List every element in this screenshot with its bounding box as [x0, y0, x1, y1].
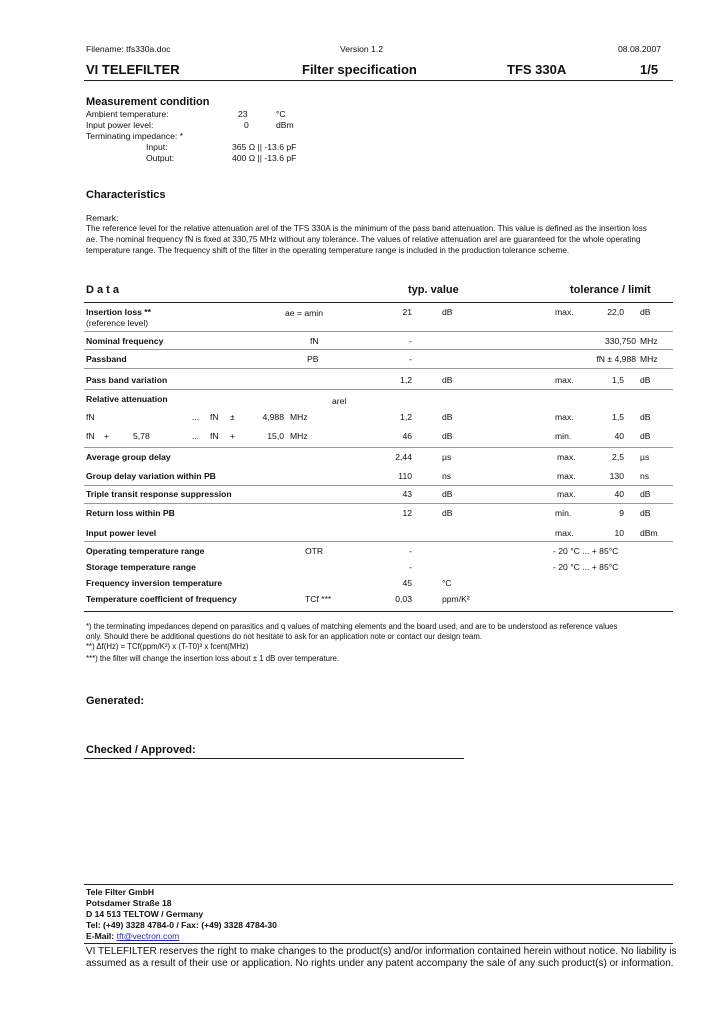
footer-email-row [86, 931, 179, 941]
header-rule [84, 80, 673, 81]
footer-rule-2 [84, 943, 673, 944]
doc-title: Filter specification [302, 62, 417, 77]
row-typ-pass-band-variation: 1,2 [400, 375, 412, 385]
row6-pm: + [230, 431, 236, 441]
row5-limunit: dB [640, 412, 651, 422]
measurement-title: Measurement condition [86, 96, 210, 108]
table-bottom-rule [84, 611, 673, 612]
row5-limval: 1,5 [612, 412, 624, 422]
remark-line-1: The reference level for the relative attenuation arel of the TFS 330A is the minimum of the pass band attenuation. This value is defined as the insertion loss [86, 224, 647, 233]
row-typ-storage-temperature: - [409, 562, 412, 572]
row-limval-pass-band-variation: 1,5 [612, 375, 624, 385]
row-limkind-average-group-delay: max. [557, 452, 576, 462]
footer-company: Tele Filter GmbH [86, 887, 155, 897]
row-typ-unit-insertion-loss: dB [442, 307, 453, 317]
row-label-triple-transit: Triple transit response suppression [86, 489, 232, 499]
row-rule [84, 485, 673, 486]
row6-typ: 46 [402, 431, 412, 441]
row6-plus: + [104, 431, 110, 441]
row-typ-unit-group-delay-variation: ns [442, 471, 452, 481]
row-sym-insertion-loss: ae = amin [285, 308, 323, 318]
row-limval-group-delay-variation: 130 [609, 471, 624, 481]
row-limunit-nominal-frequency: MHz [640, 336, 658, 346]
version: Version 1.2 [340, 44, 383, 54]
row5-pm: ± [230, 412, 235, 422]
row-limunit-average-group-delay: µs [640, 452, 650, 462]
row-sym-temperature-coefficient: TCf *** [305, 594, 332, 604]
row-label-input-power-level: Input power level [86, 528, 157, 538]
row-rule [84, 368, 673, 369]
row5-f1: fN [86, 412, 95, 422]
row-rule [84, 349, 673, 350]
row-limunit-input-power-level: dBm [640, 528, 658, 538]
row-typ-return-loss: 12 [402, 508, 412, 518]
row-sym-relative-attenuation: arel [332, 396, 347, 406]
footer-tel-fax: Tel: (+49) 3328 4784-0 / Fax: (+49) 3328 4784-30 [86, 920, 277, 930]
row-rule [84, 331, 673, 332]
row-label-relative-attenuation: Relative attenuation [86, 394, 168, 404]
row6-funit: MHz [290, 431, 308, 441]
row-typ-unit-triple-transit: dB [442, 489, 453, 499]
footer-rule [84, 884, 673, 885]
row-limkind-return-loss: min. [555, 508, 572, 518]
row-label-passband: Passband [86, 354, 127, 364]
row-label-nominal-frequency: Nominal frequency [86, 336, 164, 346]
row-rule [84, 389, 673, 390]
row-limunit-pass-band-variation: dB [640, 375, 651, 385]
row-limrange-operating-temperature: - 20 °C ... + 85°C [553, 546, 619, 556]
row-limunit-insertion-loss: dB [640, 307, 651, 317]
col-typ-value: typ. value [408, 284, 459, 296]
row-rule [84, 541, 673, 542]
footnote-1a: *) the terminating impedances depend on parasitics and q values of matching elements and the board used, and are to be understood as reference values [86, 622, 618, 631]
row-limkind-triple-transit: max. [557, 489, 576, 499]
row-limval-nominal-frequency: 330,750 [604, 336, 636, 346]
row-label-temperature-coefficient: Temperature coefficient of frequency [86, 594, 237, 604]
remark-label: Remark: [86, 213, 119, 223]
remark-line-3: temperature range. The frequency shift of the filter in the operating temperature range is included in the production tolerance scheme. [86, 246, 570, 255]
footer-email-label: E-Mail: [86, 931, 115, 941]
output-value: 400 Ω || -13.6 pF [232, 153, 297, 163]
footnote-3: ***) the filter will change the insertion loss about ± 1 dB over temperature. [86, 654, 340, 663]
row-rule [84, 447, 673, 448]
row-rule [84, 503, 673, 504]
row-typ-triple-transit: 43 [402, 489, 412, 499]
row-label-return-loss: Return loss within PB [86, 508, 175, 518]
row-limunit-group-delay-variation: ns [640, 471, 650, 481]
row-typ-passband: - [409, 354, 412, 364]
row6-limval: 40 [614, 431, 624, 441]
row-label-frequency-inversion: Frequency inversion temperature [86, 578, 223, 588]
page-number: 1/5 [640, 62, 659, 77]
row-typ-temperature-coefficient: 0,03 [395, 594, 412, 604]
row6-limkind: min. [555, 431, 572, 441]
row-typ-unit-average-group-delay: µs [442, 452, 452, 462]
characteristics-title: Characteristics [86, 189, 166, 201]
output-label: Output: [146, 153, 175, 163]
row-limval-triple-transit: 40 [614, 489, 624, 499]
row-typ-insertion-loss: 21 [402, 307, 412, 317]
row-limunit-return-loss: dB [640, 508, 651, 518]
footnote-1b: only. Should there be additional questions do not hesitate to ask for an application note or contact our design team. [86, 632, 483, 641]
row6-mid: ... [192, 431, 200, 441]
row5-typ-unit: dB [442, 412, 453, 422]
ambient-value: 23 [238, 109, 248, 119]
filename: Filename: tfs330a.doc [86, 44, 171, 54]
row-typ-frequency-inversion: 45 [402, 578, 412, 588]
ambient-label: Ambient temperature: [86, 109, 169, 119]
row-limunit-passband: MHz [640, 354, 658, 364]
input-value: 365 Ω || -13.6 pF [232, 142, 297, 152]
row-typ-unit-temperature-coefficient: ppm/K² [442, 594, 470, 604]
table-head-rule [84, 302, 673, 303]
row-typ-nominal-frequency: - [409, 336, 412, 346]
power-value: 0 [244, 120, 249, 130]
col-tolerance: tolerance / limit [570, 284, 651, 296]
checked-approved-label: Checked / Approved: [86, 744, 196, 756]
row-sym-operating-temperature: OTR [305, 546, 324, 556]
generated-label: Generated: [86, 695, 145, 707]
row-limkind-group-delay-variation: max. [557, 471, 576, 481]
footnote-2: **) Δf(Hz) = TCf(ppm/K²) x (T-T0)² x fcent(MHz) [86, 642, 249, 651]
company-name: VI TELEFILTER [86, 62, 180, 77]
row5-limkind: max. [555, 412, 574, 422]
row5-fval: 4,988 [262, 412, 284, 422]
row-limval-return-loss: 9 [619, 508, 624, 518]
row-limunit-triple-transit: dB [640, 489, 651, 499]
disclaimer-line-1: VI TELEFILTER reserves the right to make changes to the product(s) and/or information contained herein without notice. No liability is [86, 946, 677, 957]
row-limval-input-power-level: 10 [614, 528, 624, 538]
row-sym-nominal-frequency: fN [310, 336, 319, 346]
row5-f2: fN [210, 412, 219, 422]
row-limrange-storage-temperature: - 20 °C ... + 85°C [553, 562, 619, 572]
row-typ-unit-frequency-inversion: °C [442, 578, 452, 588]
row6-start: 5,78 [133, 431, 150, 441]
row5-mid: ... [192, 412, 200, 422]
impedance-label: Terminating impedance: * [86, 131, 183, 141]
row-label-storage-temperature: Storage temperature range [86, 562, 196, 572]
row-label-average-group-delay: Average group delay [86, 452, 171, 462]
footer-email-link[interactable]: tft@vectron.com [116, 931, 180, 941]
row-label-pass-band-variation: Pass band variation [86, 375, 168, 385]
row5-typ: 1,2 [400, 412, 412, 422]
row-typ-unit-pass-band-variation: dB [442, 375, 453, 385]
row-limval-insertion-loss: 22,0 [607, 307, 624, 317]
row-label-insertion-loss: Insertion loss ** [86, 307, 151, 317]
signature-line [84, 758, 464, 759]
row-typ-average-group-delay: 2,44 [395, 452, 412, 462]
row-typ-group-delay-variation: 110 [398, 471, 412, 481]
row-sub-reference-level: (reference level) [86, 318, 149, 328]
row-sym-passband: PB [307, 354, 319, 364]
row-limval-passband: fN ± 4,988 [596, 354, 636, 364]
disclaimer-line-2: assumed as a result of their use or application. No rights under any patent accompany the sale of any such product(s) or information. [86, 958, 674, 969]
product-name: TFS 330A [507, 62, 567, 77]
row-limkind-pass-band-variation: max. [555, 375, 574, 385]
row5-funit: MHz [290, 412, 308, 422]
power-unit: dBm [276, 120, 294, 130]
row6-typ-unit: dB [442, 431, 453, 441]
row-limval-average-group-delay: 2,5 [612, 452, 624, 462]
remark-line-2: ae. The nominal frequency fN is fixed at 330,75 MHz without any tolerance. The values of relative attenuation arel are guaranteed for the whole operating [86, 235, 641, 244]
row-label-operating-temperature: Operating temperature range [86, 546, 205, 556]
row-limkind-insertion-loss: max. [555, 307, 574, 317]
power-label: Input power level: [86, 120, 154, 130]
row-limkind-input-power-level: max. [555, 528, 574, 538]
footer-street: Potsdamer Straße 18 [86, 898, 172, 908]
row-label-group-delay-variation: Group delay variation within PB [86, 471, 216, 481]
row6-f2: fN [210, 431, 219, 441]
footer-city: D 14 513 TELTOW / Germany [86, 909, 204, 919]
input-label: Input: [146, 142, 168, 152]
date: 08.08.2007 [618, 44, 662, 54]
row6-f1: fN [86, 431, 95, 441]
col-data: D a t a [86, 284, 120, 296]
row-typ-unit-return-loss: dB [442, 508, 453, 518]
row-typ-operating-temperature: - [409, 546, 412, 556]
row6-limunit: dB [640, 431, 651, 441]
row6-fval: 15,0 [267, 431, 284, 441]
ambient-unit: °C [276, 109, 286, 119]
